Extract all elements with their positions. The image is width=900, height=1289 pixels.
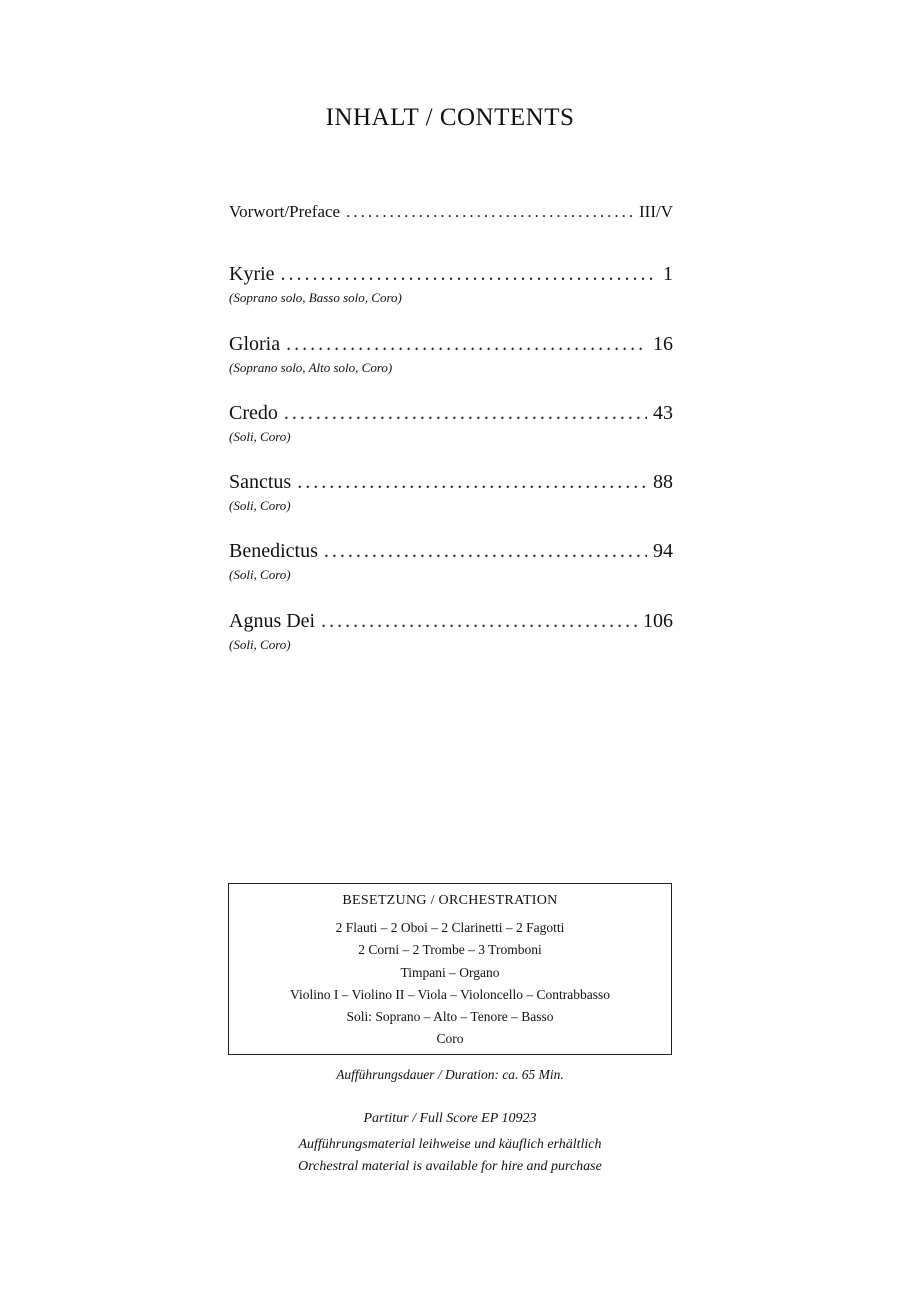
toc-entry-title: Credo bbox=[229, 402, 278, 424]
orchestration-line: Violino I – Violino II – Viola – Violoncello – Contrabbasso bbox=[290, 986, 610, 1002]
material-note-english: Orchestral material is available for hire and purchase bbox=[298, 1159, 602, 1174]
toc-entry-kyrie bbox=[229, 263, 673, 306]
publication-footer bbox=[0, 1108, 900, 1178]
orchestration-box bbox=[228, 883, 672, 1055]
toc-entry-sanctus bbox=[229, 471, 673, 514]
toc-entry-subtitle: (Soli, Coro) bbox=[229, 637, 291, 652]
toc-leader-dots bbox=[324, 540, 647, 563]
toc-leader-dots bbox=[284, 402, 647, 425]
toc-entry-title: Kyrie bbox=[229, 263, 275, 285]
orchestration-list bbox=[229, 917, 671, 1051]
toc-entry-agnus-dei bbox=[229, 610, 673, 653]
toc-leader-dots bbox=[346, 202, 633, 222]
toc-leader-dots bbox=[281, 263, 657, 286]
orchestration-line: 2 Corni – 2 Trombe – 3 Tromboni bbox=[358, 942, 542, 958]
toc-leader-dots bbox=[321, 610, 637, 633]
orchestration-heading: BESETZUNG / ORCHESTRATION bbox=[342, 893, 558, 908]
toc-entry-preface bbox=[229, 202, 673, 222]
toc-entry-page: 43 bbox=[653, 402, 673, 424]
toc-entry-title: Agnus Dei bbox=[229, 610, 316, 632]
duration-note: Aufführungsdauer / Duration: ca. 65 Min. bbox=[336, 1067, 564, 1082]
toc-entry-subtitle: (Soprano solo, Basso solo, Coro) bbox=[229, 290, 402, 305]
orchestration-line: 2 Flauti – 2 Oboi – 2 Clarinetti – 2 Fagotti bbox=[335, 920, 565, 935]
toc-entry-subtitle: (Soli, Coro) bbox=[229, 498, 291, 513]
toc-entry-title: Benedictus bbox=[229, 540, 318, 562]
full-score-number: Partitur / Full Score EP 10923 bbox=[363, 1111, 537, 1126]
orchestration-line: Timpani – Organo bbox=[400, 964, 500, 980]
toc-entry-page: 88 bbox=[653, 471, 673, 493]
toc-entry-subtitle: (Soli, Coro) bbox=[229, 429, 291, 444]
toc-entry-page: 106 bbox=[643, 610, 673, 632]
toc-leader-dots bbox=[286, 333, 647, 356]
toc-entry-gloria bbox=[229, 333, 673, 376]
toc-entry-benedictus bbox=[229, 540, 673, 583]
toc-entry-title: Gloria bbox=[229, 333, 281, 355]
toc-entry-page: 1 bbox=[663, 263, 673, 285]
material-note-german: Aufführungsmaterial leihweise und käuflich erhältlich bbox=[298, 1137, 602, 1152]
toc-entry-subtitle: (Soli, Coro) bbox=[229, 567, 291, 582]
toc-leader-dots bbox=[297, 471, 647, 494]
orchestration-line: Coro bbox=[436, 1031, 464, 1047]
orchestration-line: Soli: Soprano – Alto – Tenore – Basso bbox=[346, 1009, 554, 1025]
toc-entry-credo bbox=[229, 402, 673, 445]
toc-entry-title: Vorwort/Preface bbox=[229, 202, 341, 221]
toc-entry-page: III/V bbox=[639, 202, 673, 221]
toc-entry-subtitle: (Soprano solo, Alto solo, Coro) bbox=[229, 360, 393, 375]
page-title: INHALT / CONTENTS bbox=[325, 104, 575, 131]
toc-entry-page: 94 bbox=[653, 540, 673, 562]
toc-entry-page: 16 bbox=[653, 333, 673, 355]
toc-entry-title: Sanctus bbox=[229, 471, 292, 493]
